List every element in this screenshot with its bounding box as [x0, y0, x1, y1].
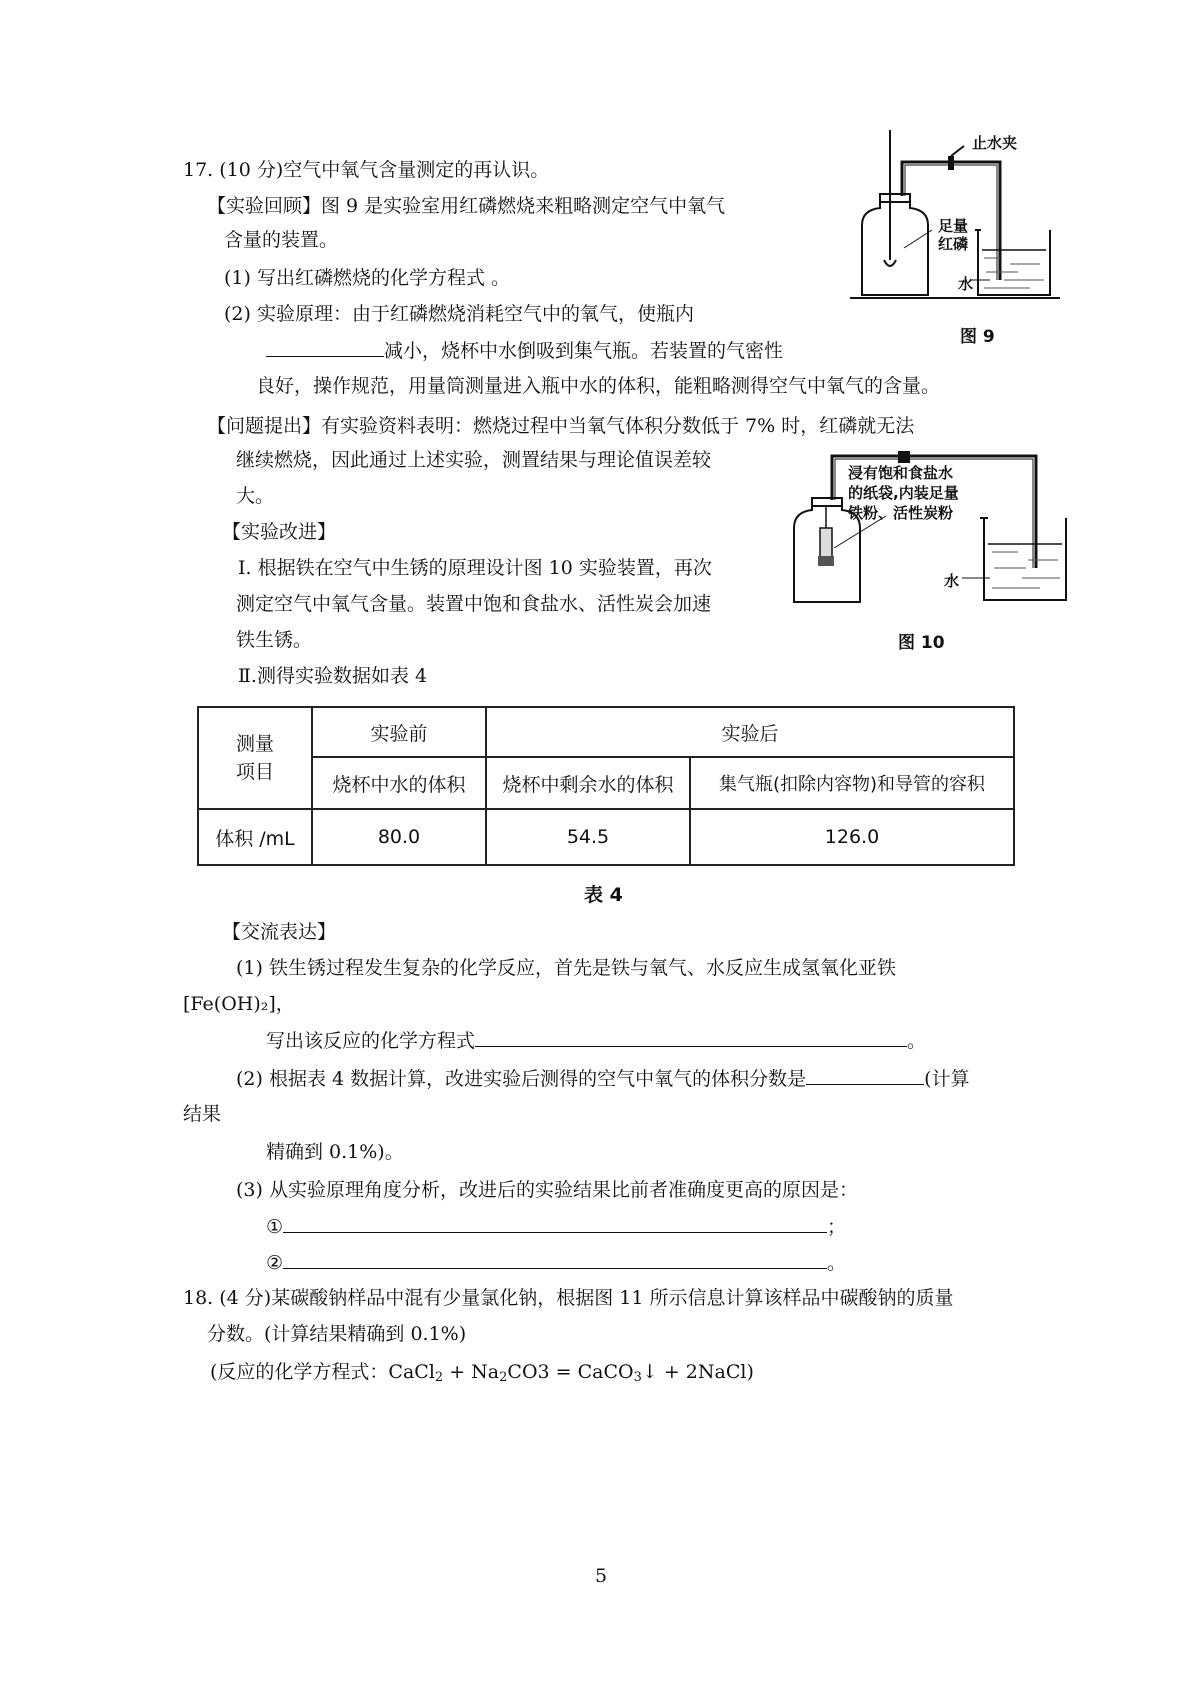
exchange-heading: 【交流表达】: [222, 921, 337, 943]
fig10-caption: 图 10: [898, 633, 945, 653]
table-row-header: [198, 707, 312, 809]
fig10-label-line-3: 铁粉、活性炭粉: [848, 504, 954, 522]
improve-line-1: Ⅰ. 根据铁在空气中生锈的原理设计图 10 实验装置，再次: [238, 557, 712, 579]
ex3-marker-2: ②: [266, 1252, 284, 1274]
header-before: 实验前: [312, 707, 486, 757]
ex2-line-1-tail: (计算: [924, 1068, 970, 1090]
row-label-volume: 体积 /mL: [198, 809, 312, 865]
q18-line-1: 18. (4 分)某碳酸钠样品中混有少量氯化钠，根据图 11 所示信息计算该样品中碳酸钠的质量: [183, 1287, 954, 1309]
header-after: 实验后: [486, 707, 1014, 757]
fig9-label-phosphorus-2: 红磷: [938, 235, 969, 253]
q17-title: 17. (10 分)空气中氧气含量测定的再认识。: [183, 159, 550, 181]
improve-heading: 【实验改进】: [222, 521, 337, 543]
fig9-caption: 图 9: [960, 327, 995, 347]
ex3-reason-1: [266, 1214, 846, 1239]
table-4-caption: 表 4: [584, 884, 623, 906]
fig10-label-line-2: 的纸袋,内装足量: [848, 484, 959, 502]
answer-blank-equation[interactable]: [475, 1028, 907, 1047]
page-number: 5: [595, 1565, 608, 1587]
problem-line-1: 【问题提出】有实验资料表明：燃烧过程中当氧气体积分数低于 7% 时，红磷就无法: [207, 415, 915, 437]
ex2-line-1: [236, 1066, 970, 1091]
answer-blank-pressure[interactable]: [266, 338, 384, 357]
ex1-line-3: [266, 1028, 926, 1053]
cell-value-3: 126.0: [690, 809, 1014, 865]
answer-blank-reason-2[interactable]: [283, 1250, 827, 1269]
item1-text: (1) 写出红磷燃烧的化学方程式 。: [224, 267, 510, 289]
ex1-line-2: [Fe(OH)₂]，: [183, 993, 295, 1015]
ex2-line-2: 结果: [183, 1103, 222, 1125]
improve-line-3: 铁生锈。: [236, 629, 313, 651]
improve-line-4: Ⅱ.测得实验数据如表 4: [238, 665, 428, 687]
fig9-label-water: 水: [958, 275, 974, 293]
eq-part-2: + Na: [443, 1361, 500, 1383]
table-row: [198, 809, 1014, 865]
item2-line-1: (2) 实验原理：由于红磷燃烧消耗空气中的氧气，使瓶内: [224, 303, 694, 325]
ex3-line-1: (3) 从实验原理角度分析，改进后的实验结果比前者准确度更高的原因是：: [236, 1179, 858, 1201]
eq-part-3: CO3 = CaCO: [507, 1361, 634, 1383]
cell-value-1: 80.0: [312, 809, 486, 865]
review-line-1: 【实验回顾】图 9 是实验室用红磷燃烧来粗略测定空气中氧气: [207, 195, 726, 217]
header-col-beaker-water: 烧杯中水的体积: [312, 757, 486, 809]
fig9-label-clip: 止水夹: [972, 134, 1018, 152]
item2-line-2: [266, 338, 783, 363]
eq-sub-3: 3: [633, 1370, 642, 1385]
ex3-end-1: ；: [827, 1216, 847, 1238]
eq-sub-2: 2: [499, 1370, 508, 1385]
fig9-label-phosphorus-1: 足量: [938, 217, 969, 235]
row-head-2: 项目: [235, 761, 274, 783]
item2-line-2-text: 减小，烧杯中水倒吸到集气瓶。若装置的气密性: [384, 340, 784, 362]
ex2-line-1-text: (2) 根据表 4 数据计算，改进实验后测得的空气中氧气的体积分数是: [236, 1068, 807, 1090]
data-table-4: [197, 706, 1015, 866]
ex1-line-1: (1) 铁生锈过程发生复杂的化学反应，首先是铁与氧气、水反应生成氢氧化亚铁: [236, 957, 896, 979]
eq-part-4: ↓ + 2NaCl): [641, 1361, 754, 1383]
header-col-remaining-water: 烧杯中剩余水的体积: [486, 757, 690, 809]
header-col-bottle-volume: 集气瓶(扣除内容物)和导管的容积: [690, 757, 1014, 809]
answer-blank-reason-1[interactable]: [283, 1214, 827, 1233]
ex2-line-3: 精确到 0.1%)。: [266, 1141, 404, 1163]
ex3-marker-1: ①: [266, 1216, 284, 1238]
q18-line-2: 分数。(计算结果精确到 0.1%): [207, 1323, 467, 1345]
problem-line-3: 大。: [236, 485, 275, 507]
row-head-1: 测量: [235, 733, 274, 755]
review-line-2: 含量的装置。: [224, 229, 339, 251]
problem-line-2: 继续燃烧，因此通过上述实验，测置结果与理论值误差较: [236, 449, 712, 471]
ex1-line-3-text: 写出该反应的化学方程式: [266, 1030, 476, 1052]
ex1-line-3-end: 。: [907, 1030, 927, 1052]
eq-part-1: (反应的化学方程式：CaCl: [210, 1361, 435, 1383]
eq-sub-1: 2: [434, 1370, 444, 1385]
ex3-end-2: 。: [827, 1252, 847, 1274]
ex3-reason-2: [266, 1250, 846, 1275]
fig10-label-water: 水: [944, 572, 960, 590]
item2-line-3: 良好，操作规范，用量筒测量进入瓶中水的体积，能粗略测得空气中氧气的含量。: [256, 375, 941, 397]
cell-value-2: 54.5: [486, 809, 690, 865]
improve-line-2: 测定空气中氧气含量。装置中饱和食盐水、活性炭会加速: [236, 593, 712, 615]
fig10-label-line-1: 浸有饱和食盐水: [848, 464, 954, 482]
q18-equation: [210, 1360, 754, 1390]
answer-blank-fraction[interactable]: [806, 1066, 924, 1085]
